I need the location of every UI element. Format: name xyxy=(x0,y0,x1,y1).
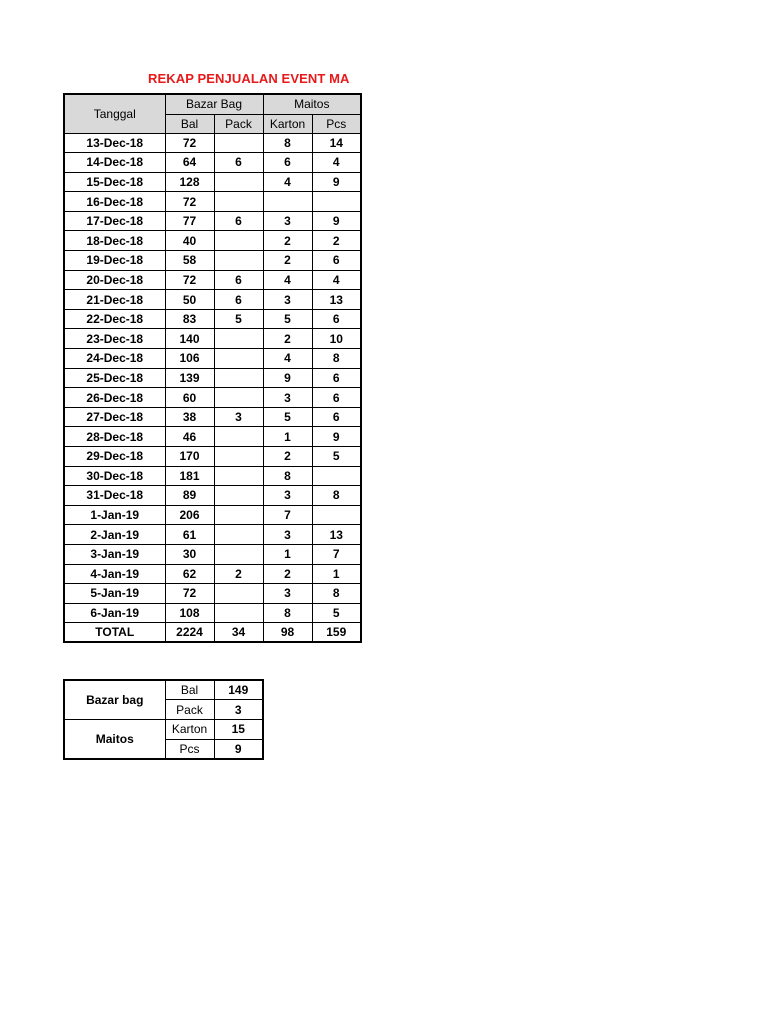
cell-date: 16-Dec-18 xyxy=(64,192,165,212)
table-row xyxy=(64,447,361,467)
cell-karton: 3 xyxy=(263,525,312,545)
cell-pcs: 6 xyxy=(312,407,361,427)
cell-bal: 30 xyxy=(165,544,214,564)
cell-karton: 2 xyxy=(263,329,312,349)
cell-bal: 58 xyxy=(165,251,214,271)
cell-bal: 62 xyxy=(165,564,214,584)
cell-pack xyxy=(214,486,263,506)
cell-date: 24-Dec-18 xyxy=(64,349,165,369)
cell-karton: 2 xyxy=(263,231,312,251)
summary-value-pack: 3 xyxy=(214,700,263,720)
cell-pack xyxy=(214,505,263,525)
cell-pack xyxy=(214,544,263,564)
summary-row xyxy=(64,680,263,700)
cell-date: 22-Dec-18 xyxy=(64,309,165,329)
table-row xyxy=(64,388,361,408)
cell-bal: 83 xyxy=(165,309,214,329)
cell-pack xyxy=(214,368,263,388)
cell-karton: 1 xyxy=(263,544,312,564)
table-row xyxy=(64,231,361,251)
cell-date: 26-Dec-18 xyxy=(64,388,165,408)
cell-pack xyxy=(214,388,263,408)
cell-pcs: 10 xyxy=(312,329,361,349)
table-row xyxy=(64,564,361,584)
cell-bal: 64 xyxy=(165,153,214,173)
cell-date: 18-Dec-18 xyxy=(64,231,165,251)
cell-karton: 3 xyxy=(263,290,312,310)
cell-karton: 5 xyxy=(263,407,312,427)
summary-group-bazar-bag: Bazar bag xyxy=(64,680,165,720)
cell-bal: 46 xyxy=(165,427,214,447)
cell-date: 1-Jan-19 xyxy=(64,505,165,525)
cell-karton: 8 xyxy=(263,133,312,153)
total-row xyxy=(64,623,361,643)
table-row xyxy=(64,525,361,545)
cell-bal: 181 xyxy=(165,466,214,486)
cell-pack: 34 xyxy=(214,623,263,643)
cell-bal: 40 xyxy=(165,231,214,251)
cell-pack xyxy=(214,192,263,212)
table-row xyxy=(64,349,361,369)
cell-karton: 2 xyxy=(263,447,312,467)
cell-pcs xyxy=(312,192,361,212)
cell-pcs: 9 xyxy=(312,172,361,192)
cell-pcs: 9 xyxy=(312,427,361,447)
cell-pack xyxy=(214,525,263,545)
header-pcs: Pcs xyxy=(312,114,361,133)
cell-date: 19-Dec-18 xyxy=(64,251,165,271)
cell-pcs: 13 xyxy=(312,525,361,545)
cell-bal: 61 xyxy=(165,525,214,545)
table-row xyxy=(64,427,361,447)
cell-date: 6-Jan-19 xyxy=(64,603,165,623)
cell-pack: 2 xyxy=(214,564,263,584)
cell-karton: 98 xyxy=(263,623,312,643)
header-maitos: Maitos xyxy=(263,94,361,114)
cell-pack: 5 xyxy=(214,309,263,329)
table-row xyxy=(64,544,361,564)
table-row xyxy=(64,133,361,153)
cell-bal: 72 xyxy=(165,192,214,212)
cell-pcs: 4 xyxy=(312,153,361,173)
cell-karton xyxy=(263,192,312,212)
header-date: Tanggal xyxy=(64,94,165,133)
summary-label-pack: Pack xyxy=(165,700,214,720)
table-row xyxy=(64,153,361,173)
cell-pcs: 6 xyxy=(312,388,361,408)
table-row xyxy=(64,407,361,427)
cell-pcs: 9 xyxy=(312,211,361,231)
summary-value-bal: 149 xyxy=(214,680,263,700)
cell-pcs: 7 xyxy=(312,544,361,564)
cell-date: TOTAL xyxy=(64,623,165,643)
table-row xyxy=(64,211,361,231)
summary-group-maitos: Maitos xyxy=(64,720,165,760)
cell-pack xyxy=(214,172,263,192)
cell-date: 5-Jan-19 xyxy=(64,584,165,604)
cell-pcs: 1 xyxy=(312,564,361,584)
summary-value-karton: 15 xyxy=(214,720,263,740)
cell-pcs: 14 xyxy=(312,133,361,153)
cell-bal: 108 xyxy=(165,603,214,623)
table-row xyxy=(64,270,361,290)
cell-bal: 89 xyxy=(165,486,214,506)
cell-karton: 3 xyxy=(263,211,312,231)
sales-table xyxy=(63,93,362,643)
cell-pcs: 2 xyxy=(312,231,361,251)
cell-bal: 72 xyxy=(165,584,214,604)
table-row xyxy=(64,466,361,486)
cell-pcs: 6 xyxy=(312,309,361,329)
cell-pack xyxy=(214,329,263,349)
cell-pcs: 6 xyxy=(312,251,361,271)
table-row xyxy=(64,251,361,271)
cell-date: 14-Dec-18 xyxy=(64,153,165,173)
cell-bal: 128 xyxy=(165,172,214,192)
cell-bal: 170 xyxy=(165,447,214,467)
cell-pack xyxy=(214,133,263,153)
cell-date: 23-Dec-18 xyxy=(64,329,165,349)
cell-pack: 6 xyxy=(214,270,263,290)
cell-pack: 6 xyxy=(214,211,263,231)
header-bal: Bal xyxy=(165,114,214,133)
cell-date: 31-Dec-18 xyxy=(64,486,165,506)
cell-pack xyxy=(214,447,263,467)
table-row xyxy=(64,172,361,192)
cell-karton: 4 xyxy=(263,172,312,192)
cell-pcs: 4 xyxy=(312,270,361,290)
cell-bal: 106 xyxy=(165,349,214,369)
cell-bal: 72 xyxy=(165,270,214,290)
header-karton: Karton xyxy=(263,114,312,133)
cell-date: 2-Jan-19 xyxy=(64,525,165,545)
cell-date: 3-Jan-19 xyxy=(64,544,165,564)
cell-pack xyxy=(214,603,263,623)
summary-row xyxy=(64,720,263,740)
cell-pack: 6 xyxy=(214,290,263,310)
cell-date: 30-Dec-18 xyxy=(64,466,165,486)
cell-date: 20-Dec-18 xyxy=(64,270,165,290)
summary-table xyxy=(63,679,264,760)
cell-karton: 1 xyxy=(263,427,312,447)
cell-pcs: 6 xyxy=(312,368,361,388)
table-row xyxy=(64,290,361,310)
cell-karton: 2 xyxy=(263,564,312,584)
summary-label-karton: Karton xyxy=(165,720,214,740)
cell-karton: 7 xyxy=(263,505,312,525)
cell-karton: 8 xyxy=(263,603,312,623)
cell-date: 28-Dec-18 xyxy=(64,427,165,447)
table-row xyxy=(64,329,361,349)
cell-pack xyxy=(214,251,263,271)
cell-karton: 5 xyxy=(263,309,312,329)
cell-pack xyxy=(214,427,263,447)
cell-pcs: 5 xyxy=(312,447,361,467)
cell-pack xyxy=(214,349,263,369)
cell-bal: 2224 xyxy=(165,623,214,643)
cell-karton: 8 xyxy=(263,466,312,486)
cell-bal: 72 xyxy=(165,133,214,153)
cell-pack: 3 xyxy=(214,407,263,427)
cell-bal: 60 xyxy=(165,388,214,408)
cell-date: 13-Dec-18 xyxy=(64,133,165,153)
cell-karton: 3 xyxy=(263,388,312,408)
summary-label-pcs: Pcs xyxy=(165,739,214,759)
cell-pcs: 13 xyxy=(312,290,361,310)
cell-karton: 2 xyxy=(263,251,312,271)
table-row xyxy=(64,368,361,388)
cell-bal: 140 xyxy=(165,329,214,349)
cell-date: 15-Dec-18 xyxy=(64,172,165,192)
header-row-groups xyxy=(64,94,361,114)
table-row xyxy=(64,505,361,525)
table-row xyxy=(64,309,361,329)
cell-bal: 77 xyxy=(165,211,214,231)
cell-pcs: 159 xyxy=(312,623,361,643)
table-row xyxy=(64,486,361,506)
cell-karton: 3 xyxy=(263,486,312,506)
cell-pcs: 5 xyxy=(312,603,361,623)
cell-bal: 50 xyxy=(165,290,214,310)
summary-label-bal: Bal xyxy=(165,680,214,700)
cell-bal: 139 xyxy=(165,368,214,388)
cell-pcs xyxy=(312,466,361,486)
cell-date: 17-Dec-18 xyxy=(64,211,165,231)
cell-pack xyxy=(214,231,263,251)
cell-karton: 6 xyxy=(263,153,312,173)
cell-date: 27-Dec-18 xyxy=(64,407,165,427)
cell-pcs: 8 xyxy=(312,349,361,369)
cell-bal: 206 xyxy=(165,505,214,525)
table-row xyxy=(64,584,361,604)
cell-karton: 4 xyxy=(263,349,312,369)
table-row xyxy=(64,603,361,623)
cell-karton: 3 xyxy=(263,584,312,604)
cell-karton: 9 xyxy=(263,368,312,388)
sales-table-body xyxy=(64,133,361,642)
cell-bal: 38 xyxy=(165,407,214,427)
cell-pcs: 8 xyxy=(312,584,361,604)
cell-date: 21-Dec-18 xyxy=(64,290,165,310)
cell-pack: 6 xyxy=(214,153,263,173)
cell-karton: 4 xyxy=(263,270,312,290)
cell-date: 29-Dec-18 xyxy=(64,447,165,467)
header-pack: Pack xyxy=(214,114,263,133)
table-row xyxy=(64,192,361,212)
header-bazar-bag: Bazar Bag xyxy=(165,94,263,114)
cell-date: 25-Dec-18 xyxy=(64,368,165,388)
cell-pack xyxy=(214,584,263,604)
cell-pcs: 8 xyxy=(312,486,361,506)
cell-date: 4-Jan-19 xyxy=(64,564,165,584)
report-title: REKAP PENJUALAN EVENT MA xyxy=(148,71,350,86)
cell-pcs xyxy=(312,505,361,525)
summary-value-pcs: 9 xyxy=(214,739,263,759)
cell-pack xyxy=(214,466,263,486)
